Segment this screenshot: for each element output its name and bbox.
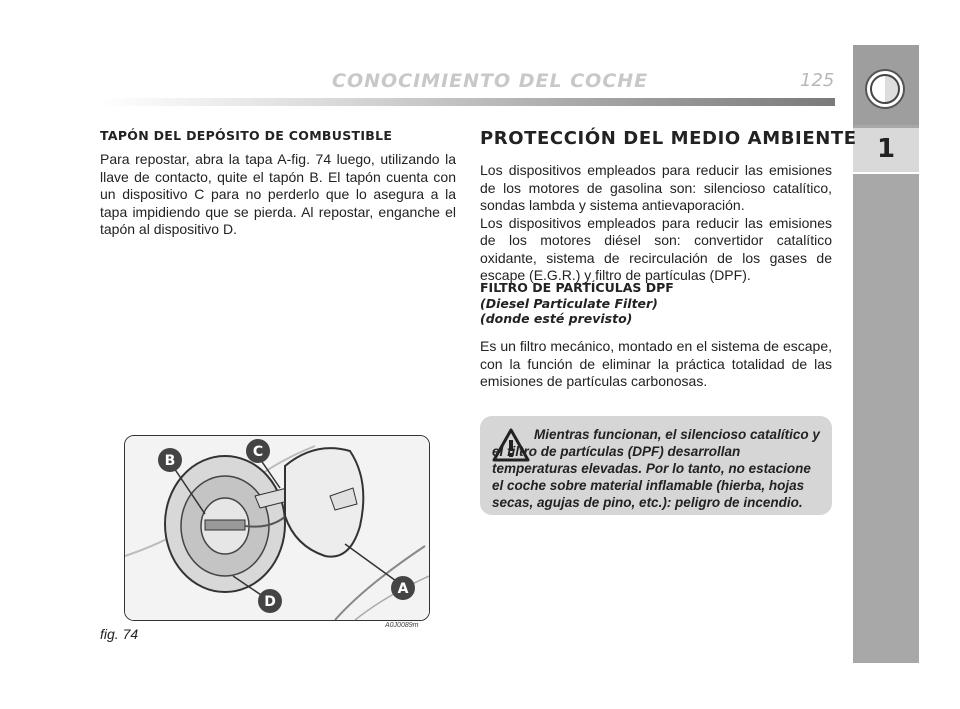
header-rule — [100, 98, 835, 106]
environment-heading: PROTECCIÓN DEL MEDIO AMBIENTE — [480, 128, 857, 149]
warning-text — [492, 426, 824, 511]
figure-code: A0J0089m — [385, 622, 419, 629]
dpf-paragraph: Es un filtro mecánico, montado en el sistema de escape, con la función de eliminar la práctica totalidad de las emisiones de partículas carbonosas. — [480, 338, 832, 389]
diesel-emissions-paragraph: Los dispositivos empleados para reducir las emisiones de los motores diésel son: convertidor catalítico oxidante, sistema de recirculación de los gases de escape (E.G.R.) y filtro de partículas (DPF). — [480, 214, 832, 283]
callout-b: B — [164, 453, 176, 469]
callout-a: A — [397, 581, 409, 597]
dpf-heading-line-2: (Diesel Particulate Filter) — [480, 295, 658, 311]
dpf-heading-line-3: (donde esté previsto) — [480, 311, 633, 326]
fuel-cap-paragraph: Para repostar, abra la tapa A-fig. 74 luego, utilizando la llave de contacto, quite el tapón B. El tapón cuenta con un dispositivo C para no perderlo que lo asegura a la tapa impidiendo que se pierda. Al repostar, enganche el tapón al dispositivo D. — [100, 151, 456, 237]
chapter-tab-label: 1 — [876, 134, 896, 164]
callout-d: D — [264, 594, 276, 610]
page-number: 125 — [800, 70, 835, 91]
fuel-cap-heading: TAPÓN DEL DEPÓSITO DE COMBUSTIBLE — [100, 128, 393, 143]
fuel-cap-illustration — [125, 436, 429, 620]
logo-emblem — [870, 74, 900, 104]
running-header-title: CONOCIMIENTO DEL COCHE — [332, 70, 649, 92]
petrol-emissions-paragraph: Los dispositivos empleados para reducir las emisiones de los motores de gasolina son: silencioso catalítico, sondas lambda y sistema antievaporación. — [480, 162, 832, 213]
dpf-heading-line-1: FILTRO DE PARTÍCULAS DPF — [480, 280, 674, 295]
dpf-heading — [480, 280, 674, 327]
sidebar-divider — [853, 172, 919, 174]
environment-text — [480, 162, 832, 285]
fuel-cap-figure — [124, 435, 430, 621]
figure-label: fig. 74 — [100, 626, 139, 642]
warning-message: Mientras funcionan, el silencioso catalítico y el filtro de partículas (DPF) desarrollan temperaturas elevadas. Por lo tanto, no estacione el coche sobre material inflamable (hierba, hojas secas, agujas de pino, etc.): peligro de incendio. — [492, 427, 820, 510]
callout-c: C — [252, 444, 264, 460]
